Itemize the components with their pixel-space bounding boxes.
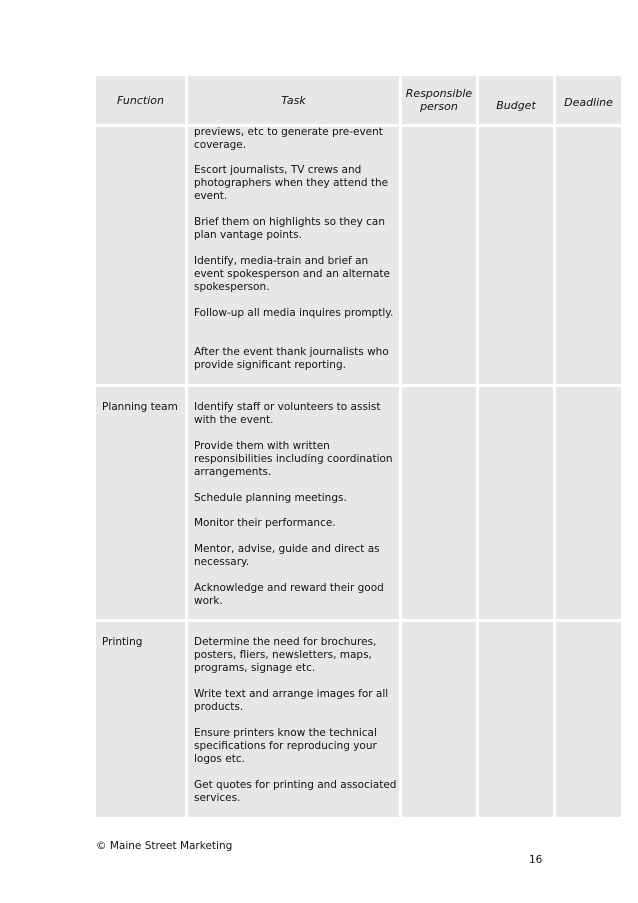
task-item: Acknowledge and reward their good work. [194, 582, 384, 607]
task-item: Schedule planning meetings. [194, 492, 347, 504]
row2-responsible-cell [402, 387, 476, 619]
row2-budget-cell [479, 387, 553, 619]
row1-budget-cell [479, 127, 553, 384]
row3-function-cell [96, 622, 185, 817]
page-number: 16 [529, 854, 543, 866]
task-item: Identify staff or volunteers to assist with the event. [194, 401, 381, 426]
row1-task-cell [188, 127, 399, 384]
task-item: Get quotes for printing and associated services. [194, 779, 397, 804]
task-item: Write text and arrange images for all products. [194, 688, 389, 713]
row1-responsible-cell [402, 127, 476, 384]
header-deadline: Deadline [556, 76, 621, 124]
header-budget: Budget [479, 76, 553, 124]
task-item: previews, etc to generate pre-event coverage. [194, 126, 383, 151]
function-label-printing: Printing [102, 636, 143, 648]
row3-responsible-cell [402, 622, 476, 817]
footer-copyright: © Maine Street Marketing [96, 840, 233, 852]
task-item: Ensure printers know the technical specifications for reproducing your logos etc. [194, 727, 377, 765]
row2-deadline-cell [556, 387, 621, 619]
row3-task-cell [188, 622, 399, 817]
row1-function-cell [96, 127, 185, 384]
header-function: Function [96, 76, 185, 124]
task-item: Mentor, advise, guide and direct as necessary. [194, 543, 380, 568]
task-item: After the event thank journalists who provide significant reporting. [194, 346, 389, 371]
row3-budget-cell [479, 622, 553, 817]
task-item: Brief them on highlights so they can plan vantage points. [194, 216, 385, 241]
header-task: Task [188, 76, 399, 124]
task-item: Identify, media-train and brief an event spokesperson and an alternate spokesperson. [194, 255, 391, 293]
row2-function-cell [96, 387, 185, 619]
task-item: Monitor their performance. [194, 517, 336, 529]
row2-task-cell [188, 387, 399, 619]
task-item: Provide them with written responsibilities including coordination arrangements. [194, 440, 393, 478]
task-item: Determine the need for brochures, posters, fliers, newsletters, maps, programs, signage etc. [194, 636, 377, 674]
header-responsible-person: Responsible person [402, 76, 476, 124]
row1-deadline-cell [556, 127, 621, 384]
task-item: Follow-up all media inquires promptly. [194, 307, 394, 319]
task-item: Escort journalists, TV crews and photographers when they attend the event. [194, 164, 389, 202]
row3-deadline-cell [556, 622, 621, 817]
event-planning-table [96, 76, 621, 817]
function-label-planning-team: Planning team [102, 401, 178, 413]
